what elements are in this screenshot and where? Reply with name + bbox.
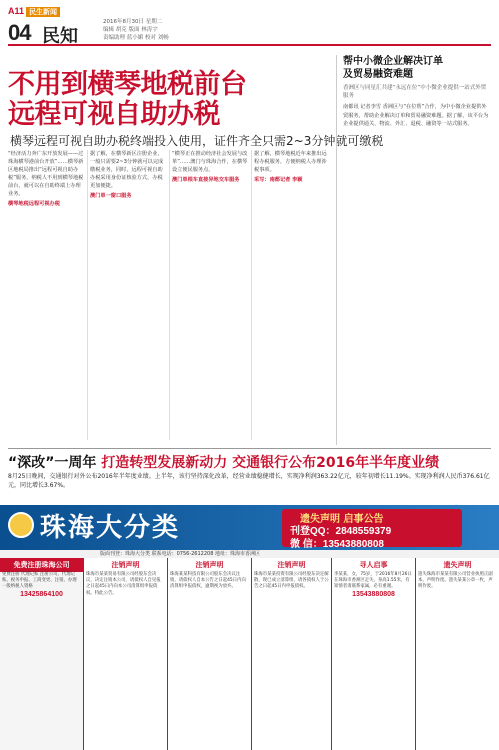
proof-line: 责编助理 蓝小媚 校对 刘畅 — [103, 35, 169, 41]
section-divider — [8, 448, 491, 449]
ad-text: 遗失珠海市某某有限公司营业执照正副本，声明作废。遗失某某公章一枚，声明作废。 — [418, 572, 493, 590]
ad-text: 珠海某某科技有限公司股东会决议注销，请债权人自本公告之日起45日内向清算组申报债权，逾期视为放弃。 — [170, 572, 246, 590]
side-body: 南都讯 记者李雪 香洲区与“在位帮”合作，为中小微企业提供外贸服务，帮助企业解决订单和贸易融资难题。据了解，该平台为企业提供通关、物流、外汇、退税、融资等一站式服务。 — [343, 104, 489, 127]
ad-column — [168, 558, 252, 750]
notice-qq: 刊登QQ：2848559379 — [290, 526, 392, 537]
column-divider — [169, 150, 170, 440]
article-body — [8, 150, 328, 440]
article-column-4: 据了解，横琴地税近年来推出远程办税服务，方便纳税人办理涉税事项。 采写：南都记者 李颖 — [254, 150, 330, 440]
ad-column — [84, 558, 168, 750]
ad-headline: 免费注册珠海公司 — [0, 558, 83, 572]
article-subhead: 澳门单根车直接异地交车服务 — [172, 177, 240, 183]
article-column-1: “经济活力奔广东开放发展——过珠海横琴港前台开放”……横琴新区地税局推出“远程可视自助办税”服务，纳税人不用到横琴地税前台，就可以在自助终端上办理业务。 横琴地税远程可视办税 — [8, 151, 84, 207]
ad-text: 珠海市某某贸易有限公司经股东会决议，决定注销本公司，请债权人自见报之日起45日内向本公司清算组申报债权。特此公告。 — [86, 572, 161, 596]
ad-text: 李某某，女，75岁，于2016年8月26日在珠海市香洲区走失，身高1.55米，有知情者请联系家属，必有重谢。 — [334, 572, 412, 590]
classified-ads — [0, 558, 499, 750]
ad-phone: 13543880808 — [352, 590, 395, 598]
second-headline: “深改”一周年 打造转型发展新动力 交通银行公布2016年半年度业绩 — [8, 455, 440, 471]
ad-text: 免费注册 代理记账 注册公司、代理记账、税务申报、工商变更、注销，办理一般纳税人资格 — [2, 572, 77, 590]
article-subhead: 横琴地税远程可视办税 — [8, 201, 60, 207]
issue-tag: A11 民生新闻 — [8, 6, 60, 17]
editor-line: 编辑 胡克 版面 林涛宇 — [103, 27, 158, 33]
info-strip: 版面刊登：珠海大分类 联系电话：0756-2612208 地址：珠海市香洲区 — [0, 550, 499, 558]
article-column-2: 据了解，在横琴新区注册企业，一般只需要2~3分钟就可以完成缴税业务，同时，远程可视自助办税采用身份证核验方式，办税更加便捷。 澳门单一窗口服务 — [90, 150, 166, 440]
ad-phone: 13425864100 — [20, 590, 63, 598]
ad-column — [252, 558, 332, 750]
ad-headline: 注销声明 — [111, 561, 140, 569]
page-number: 04 — [8, 20, 31, 45]
column-divider — [87, 150, 88, 440]
ad-headline: 注销声明 — [277, 561, 306, 569]
section-badge: 民生新闻 — [26, 7, 60, 17]
ad-column — [0, 558, 84, 750]
ad-headline: 注销声明 — [195, 561, 224, 569]
side-article — [336, 55, 491, 445]
main-subhead: 横琴远程可视自助办税终端投入使用，证件齐全只需2~3分钟就可缴税 — [10, 134, 384, 148]
banner-title: 珠海大分类 — [40, 513, 181, 543]
side-subhead: 香洲区与同星汇共建“永远在位”中小微企业提供一站式外贸服务 — [343, 85, 487, 99]
article-subhead: 澳门单一窗口服务 — [90, 193, 132, 199]
section-title: 民知 — [42, 26, 78, 47]
main-headline: 不用到横琴地税前台 远程可视自助办税 — [8, 69, 247, 130]
banner-logo-icon — [8, 512, 34, 538]
notice-title: 遗失声明 启事公告 — [300, 514, 384, 525]
article-byline: 采写：南都记者 李颖 — [254, 177, 303, 183]
ad-column — [332, 558, 416, 750]
side-headline: 帮中小微企业解决订单 及贸易融资难题 — [343, 56, 443, 80]
ad-headline: 寻人启事 — [359, 561, 388, 569]
second-article-body: 8月25日晚间，交通银行对外公布2016年半年度业绩。上半年，该行坚持深化改革，经营业绩稳健增长，实现净利润363.22亿元，较年初增长11.19%。实现净利润人民币376.61亿元，同比增长3.67%。 — [8, 473, 490, 489]
masthead — [8, 6, 491, 46]
ad-column — [416, 558, 499, 750]
notice-wechat: 微 信：13543880808 — [290, 539, 384, 550]
ad-text: 珠海市某某投资有限公司经股东决定解散，现已成立清算组，请各债权人于公告之日起45日内申报债权。 — [254, 572, 329, 590]
column-divider — [251, 150, 252, 440]
ad-headline: 遗失声明 — [443, 561, 472, 569]
issue-date: 2016年8月30日 星期二 — [103, 19, 163, 25]
article-column-3: “横琴正在推动经济社会发展与改革”……澳门与珠海合作，在横琴设立便民服务点。 澳门单根车直接异地交车服务 — [172, 151, 248, 183]
